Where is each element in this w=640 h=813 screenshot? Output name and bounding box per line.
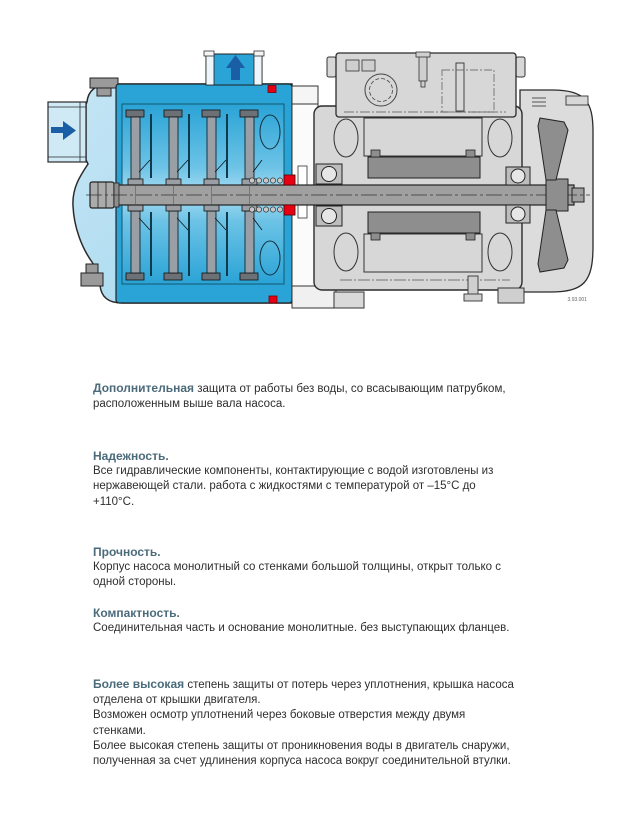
seal-ring-bottom [284,205,295,215]
feature-text: степень защиты от потерь через уплотнения, крышка насоса отделена от крышки двигателя. [93,679,514,707]
end-winding [488,119,512,157]
feature-text: Все гидравлические компоненты, контактирующие с водой изготовлены из нержавеющей стали. работа с жидкостями с температурой от –15°C до +110°C. [93,465,494,508]
discharge-outlet [204,51,264,85]
feature-section-additional [93,381,517,412]
support-foot [334,292,364,308]
feature-section-protection [93,677,517,769]
end-winding [334,119,358,157]
feature-section-strength [93,545,517,591]
suction-inlet [48,102,86,162]
feature-text: Корпус насоса монолитный со стенками большой толщины, открыт только с одной стороны. [93,561,501,589]
o-ring-bottom [269,296,277,303]
drawing-number: 3.93.001 [567,297,587,303]
cover-bolt [419,55,427,81]
pump-section [48,51,292,303]
terminal-block [362,60,375,71]
feature-text: Возможен осмотр уплотнений через боковые отверстия между двумя стенками. [93,709,466,737]
end-winding [488,233,512,271]
feature-text: Более высокая степень защиты от проникновения воды в двигатель снаружи, полученная за счет удлинения корпуса насоса вокруг соединительной втулки. [93,739,511,768]
feature-section-reliability [93,449,517,510]
pump-cross-section-diagram [0,0,640,330]
feature-heading: Прочность. [93,545,161,559]
shaft [86,182,590,208]
terminal-block [346,60,359,71]
feature-lead: Дополнительная [93,381,195,395]
motor-foot [498,288,524,303]
feature-text: Соединительная часть и основание монолитные. без выступающих фланцев. [93,622,510,635]
seal-ring-top [284,175,295,185]
end-winding [334,233,358,271]
feature-section-compactness [93,606,517,636]
feature-heading: Компактность. [93,606,180,620]
feature-text: защита от работы без воды, со всасывающим патрубком, расположенным выше вала насоса. [93,383,506,411]
feature-heading: Надежность. [93,449,169,463]
o-ring-top [268,86,276,93]
terminal-box [327,52,525,117]
feature-lead: Более высокая [93,677,185,691]
